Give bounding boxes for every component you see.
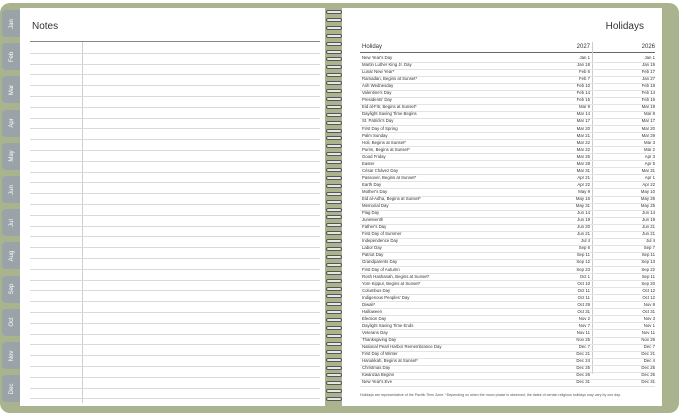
holiday-date-2026: Nov 11 [641,329,655,335]
holiday-date-2026: Dec 26 [641,372,655,378]
holiday-name: Valentine's Day [362,90,392,96]
note-line [30,398,320,399]
note-line [30,204,320,205]
note-line [30,236,320,237]
holiday-name: Martin Luther King Jr. Day [362,62,412,68]
note-line [30,215,320,216]
holiday-date-2027: Dec 31 [576,379,590,385]
tab-label: Aug [9,250,15,262]
coil-ring [326,342,342,346]
coil-ring [326,389,342,393]
holiday-date-2027: May 31 [575,203,590,209]
coil-ring [326,192,342,196]
holiday-date-2027: Dec 21 [576,351,590,357]
holiday-date-2026: Feb 18 [641,83,655,89]
holiday-date-2027: Mar 9 [579,104,590,110]
note-line [30,290,320,291]
tab-label: May [9,150,15,162]
tab-label: Feb [9,51,15,62]
coil-ring [326,358,342,362]
coil-ring [326,271,342,275]
holiday-name: Diwali* [362,301,376,307]
holiday-date-2026: Nov 3 [643,315,655,321]
holiday-date-2027: Feb 15 [576,97,590,103]
coil-ring [326,318,342,322]
note-line [30,377,320,378]
holiday-date-2027: Oct 10 [577,280,590,286]
holiday-date-2027: Oct 11 [577,294,590,300]
coil-ring [326,397,342,401]
holiday-name: Indigenous Peoples' Day [362,294,410,300]
holiday-date-2026: Sep 20 [641,280,655,286]
holidays-title: Holidays [605,21,644,32]
coil-ring [326,223,342,227]
holiday-name: Labor Day [362,245,382,251]
holiday-name: New Year's Eve [362,379,392,385]
coil-ring [326,208,342,212]
tab-label: Oct [9,317,15,327]
holiday-name: St. Patrick's Day [362,118,394,124]
holiday-date-2027: Nov 7 [578,322,590,328]
coil-ring [326,231,342,235]
holiday-date-2026: Sep 11 [641,252,655,258]
holiday-name: Daylight Saving Time Ends [362,322,414,328]
holiday-name: César Chávez Day [362,167,399,173]
tab-may[interactable] [2,143,22,170]
holiday-date-2026: Jan 27 [642,76,655,82]
holiday-date-2027: Oct 1 [579,273,590,279]
holiday-date-2027: Feb 6 [579,69,590,75]
notes-page [20,8,325,406]
holiday-date-2027: Jan 18 [577,62,590,68]
holiday-date-2027: Jun 14 [577,210,590,216]
holiday-date-2027: Mar 20 [576,125,590,131]
tab-jul[interactable] [2,209,22,236]
holiday-date-2026: Nov 26 [641,337,655,342]
tab-label: Dec [9,383,15,395]
holiday-date-2026: Dec 21 [641,351,655,357]
holiday-date-2027: Jun 19 [577,217,590,223]
tab-oct[interactable] [2,309,22,336]
holiday-name: Veterans Day [362,329,388,335]
holiday-date-2026: Jun 14 [642,210,655,216]
holiday-name: First Day of Autumn [362,266,400,272]
holiday-date-2026: Oct 31 [642,308,655,314]
holiday-date-2026: Mar 17 [641,118,655,124]
note-line [30,258,320,259]
holiday-date-2026: Sep 22 [641,266,655,272]
holiday-date-2027: Feb 14 [576,90,590,96]
holiday-date-2026: Dec 7 [643,344,655,350]
holiday-name: Election Day [362,315,387,321]
note-line [30,150,320,151]
coil-ring [326,176,342,180]
holiday-name: New Year's Day [362,55,393,60]
coil-ring [326,247,342,251]
tab-nov[interactable] [2,342,22,369]
note-line [30,247,320,248]
holiday-name: First Day of Spring [362,125,398,131]
holiday-date-2026: Feb 14 [641,90,655,96]
holiday-name: Memorial Day [362,203,389,209]
notes-title: Notes [32,21,59,32]
coil-ring [326,113,342,117]
coil-ring [326,263,342,267]
tab-label: Sep [9,283,15,295]
holiday-name: Thanksgiving Day [362,337,397,342]
coil-ring [326,121,342,125]
holidays-page [342,8,662,406]
note-line [30,323,320,324]
note-line [30,193,320,194]
holiday-date-2026: Jun 21 [642,224,655,230]
holiday-date-2027: Oct 29 [577,301,590,307]
tab-label: Nov [9,350,15,361]
holiday-date-2026: Oct 12 [642,287,655,293]
holiday-name: Lunar New Year* [362,69,395,75]
coil-ring [326,255,342,259]
coil-ring [326,287,342,291]
holiday-name: Ash Wednesday [362,83,394,89]
holiday-date-2027: Mar 26 [576,153,590,159]
holiday-date-2026: Jun 21 [642,231,655,237]
holiday-date-2026: Jan 19 [642,62,655,68]
tab-dec[interactable] [2,375,22,402]
holiday-date-2026: Apr 22 [642,181,655,187]
holiday-date-2027: Feb 7 [579,76,590,82]
holidays-header [360,42,655,53]
holiday-column-header: Holiday [362,44,383,50]
holiday-date-2026: Feb 16 [641,97,655,103]
holiday-name: Hanukkah, Begins at Sunset* [362,358,418,364]
holiday-date-2027: Mar 21 [576,132,590,138]
holiday-date-2027: Dec 25 [576,365,590,371]
holiday-date-2026: Apr 1 [644,174,655,180]
holiday-name: Eid al-Adha, Begins at Sunset* [362,196,421,201]
holiday-date-2026: Dec 4 [643,358,655,364]
note-line [30,280,320,281]
holiday-date-2026: Mar 20 [641,125,655,131]
note-line [30,301,320,302]
coil-ring [326,366,342,370]
coil-ring [326,334,342,338]
tab-label: Jan [9,18,15,29]
holiday-date-2027: Oct 11 [577,287,590,293]
holiday-name: Daylight Saving Time Begins [362,111,417,117]
holiday-date-2027: Sep 23 [576,266,590,272]
tab-label: Jul [9,218,15,227]
holiday-date-2026: Mar 31 [641,167,655,173]
holiday-date-2027: Dec 24 [576,358,590,364]
holiday-date-2027: Nov 2 [578,315,590,321]
holiday-date-2026: Jan 1 [644,55,655,60]
coil-ring [326,97,342,101]
holiday-date-2026: Mar 19 [641,104,655,110]
holiday-date-2026: May 25 [640,203,655,209]
coil-ring [326,373,342,377]
holiday-date-2026: Oct 12 [642,294,655,300]
holiday-row [360,378,655,387]
holiday-name: Christmas Day [362,365,391,371]
coil-ring [326,200,342,204]
tab-sep[interactable] [2,276,22,303]
holiday-date-2027: Mar 31 [576,167,590,173]
holiday-date-2026: Jun 19 [642,217,655,223]
coil-ring [326,381,342,385]
coil-ring [326,136,342,140]
holiday-date-2027: Sep 11 [576,252,590,258]
coil-ring [326,34,342,38]
holiday-date-2026: May 26 [640,196,655,201]
holiday-name: Palm Sunday [362,132,388,138]
coil-ring [326,302,342,306]
tab-label: Jun [9,184,15,195]
year1-column-header: 2027 [576,44,590,50]
holiday-name: Presidents' Day [362,97,392,103]
year2-column-header: 2026 [641,44,655,50]
note-line [30,388,320,389]
coil-ring [326,89,342,93]
holiday-date-2026: Nov 1 [643,322,655,328]
holiday-date-2026: Dec 31 [641,379,655,385]
holiday-name: Easter [362,160,375,166]
holiday-date-2027: Jul 4 [580,238,590,244]
note-line [30,128,320,129]
holiday-date-2027: May 9 [578,188,590,194]
holiday-date-2027: Oct 31 [577,308,590,314]
coil-ring [326,65,342,69]
holiday-name: Flag Day [362,210,380,216]
holiday-name: Yom Kippur, Begins at Sunset* [362,280,421,286]
coil-ring [326,10,342,14]
holiday-date-2027: Mar 28 [576,160,590,166]
holiday-date-2026: Apr 3 [644,153,655,159]
coil-ring [326,42,342,46]
note-line [30,312,320,313]
note-line [30,85,320,86]
holiday-name: Columbus Day [362,287,391,293]
holiday-date-2027: Dec 7 [578,344,590,350]
holiday-name: Holi, Begins at Sunset* [362,139,406,145]
holiday-date-2027: Apr 21 [577,174,590,180]
note-line [30,64,320,65]
holiday-date-2027: Apr 22 [577,181,590,187]
note-line [30,182,320,183]
coil-ring [326,310,342,314]
holiday-name: Father's Day [362,224,387,230]
coil-ring [326,81,342,85]
coil-ring [326,144,342,148]
notes-lines [30,41,320,403]
coil-ring [326,239,342,243]
holiday-name: National Pearl Harbor Remembrance Day [362,344,442,350]
holiday-date-2027: Nov 25 [576,337,590,342]
tab-mar[interactable] [2,76,22,103]
holiday-date-2027: Feb 10 [576,83,590,89]
holiday-name: Kwanzaa Begins [362,372,395,378]
tab-jun[interactable] [2,176,22,203]
note-line [30,53,320,54]
holiday-date-2027: Nov 11 [576,329,590,335]
note-line [30,366,320,367]
note-line [30,344,320,345]
holiday-date-2026: May 10 [640,188,655,194]
holiday-date-2027: Jan 1 [579,55,590,60]
coil-ring [326,50,342,54]
coil-ring [326,350,342,354]
coil-ring [326,279,342,283]
note-line [30,269,320,270]
coil-ring [326,73,342,77]
holiday-name: Halloween [362,308,383,314]
note-line [30,226,320,227]
holiday-date-2027: Sep 12 [576,259,590,265]
holiday-date-2027: Mar 22 [576,146,590,152]
note-line [30,118,320,119]
coil-ring [326,294,342,298]
note-line [30,96,320,97]
holiday-date-2027: Sep 6 [578,245,590,251]
holiday-date-2027: Jun 20 [577,224,590,230]
holiday-name: Independence Day [362,238,399,244]
holiday-date-2026: Feb 17 [641,69,655,75]
coil-ring [326,105,342,109]
holiday-name: Passover, Begins at Sunset* [362,174,417,180]
coil-ring [326,184,342,188]
holiday-date-2026: Apr 5 [644,160,655,166]
holiday-date-2027: Jun 21 [577,231,590,237]
holiday-name: Juneteenth [362,217,384,223]
holiday-date-2027: Mar 17 [576,118,590,124]
holiday-date-2026: Dec 25 [641,365,655,371]
coil-ring [326,152,342,156]
holidays-footnote: Holidays are representative of the Pacific Time Zone. *Depending on when the moon phase is observed, the dates of certain religious holidays may vary by one day. [360,393,621,397]
holiday-date-2026: Sep 13 [641,259,655,265]
coil-ring [326,26,342,30]
holiday-name: Patriot Day [362,252,384,258]
note-line [30,172,320,173]
holiday-date-2026: Mar 29 [641,132,655,138]
coil-ring [326,215,342,219]
holiday-date-2027: Dec 26 [576,372,590,378]
note-line [30,107,320,108]
holiday-name: Rosh Hashanah, Begins at Sunset* [362,273,430,279]
coil-ring [326,168,342,172]
tab-jan[interactable] [2,10,22,37]
holiday-date-2026: Sep 11 [641,273,655,279]
holiday-date-2026: Mar 8 [644,111,655,117]
coil-ring [326,57,342,61]
tab-aug[interactable] [2,242,22,269]
holiday-date-2026: Mar 2 [644,146,655,152]
holiday-name: First Day of Summer [362,231,402,237]
note-line [30,74,320,75]
note-line [30,161,320,162]
holiday-date-2027: Mar 22 [576,139,590,145]
holiday-date-2027: Mar 14 [576,111,590,117]
holiday-name: Earth Day [362,181,382,187]
holiday-name: Ramadan, Begins at Sunset* [362,76,418,82]
coil-ring [326,326,342,330]
holiday-name: Eid al-Fitr, Begins at Sunset* [362,104,417,110]
coil-ring [326,160,342,164]
holiday-date-2027: May 16 [575,196,590,201]
note-line [30,355,320,356]
tab-feb[interactable] [2,43,22,70]
holiday-name: Grandparents Day [362,259,398,265]
tab-apr[interactable] [2,110,22,137]
holiday-date-2026: Nov 8 [643,301,655,307]
holiday-name: Mother's Day [362,188,388,194]
note-line [30,139,320,140]
coil-ring [326,18,342,22]
tab-label: Apr [9,118,15,128]
holiday-name: Purim, Begins at Sunset* [362,146,410,152]
holiday-date-2026: Jul 4 [645,238,655,244]
holiday-name: First Day of Winter [362,351,398,357]
note-line [30,334,320,335]
holiday-date-2026: Sep 7 [643,245,655,251]
coil-ring [326,129,342,133]
holiday-date-2026: Mar 3 [644,139,655,145]
tab-label: Mar [9,84,15,96]
holiday-name: Good Friday [362,153,386,159]
